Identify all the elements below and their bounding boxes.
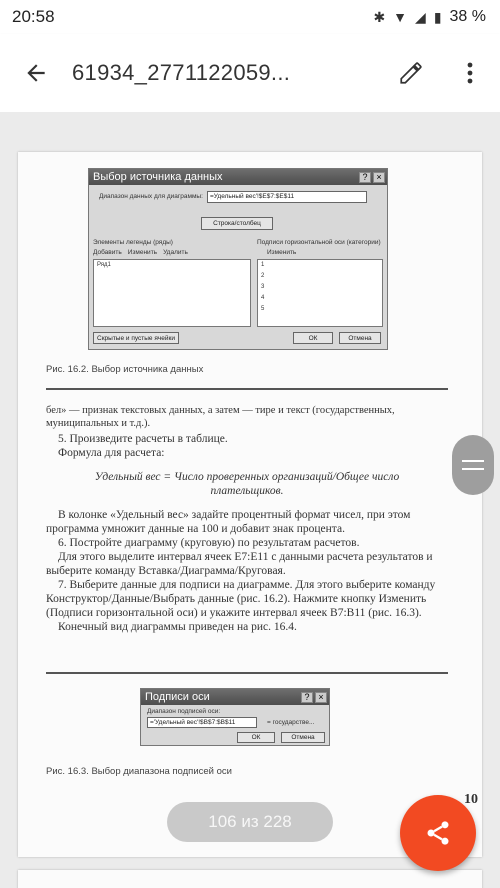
edit-button[interactable] [382,34,440,112]
edit-series: Изменить [127,249,158,256]
series-item: Ряд1 [97,262,111,268]
series-list [93,259,251,327]
more-options-button[interactable] [440,34,500,112]
dialog-title: Выбор источника данных [93,171,223,183]
app-bar [0,34,500,112]
cancel-button: Отмена [339,332,381,344]
page-indicator: 106 из 228 [167,802,333,842]
arrow-left-icon [23,60,49,86]
nfc-icon: ✱ [373,8,386,25]
legend-label: Элементы легенды (ряды) [93,239,173,246]
range-label: Диапазон подписей оси: [147,708,221,715]
range-preview: = государстве... [267,719,315,726]
close-icon: × [373,172,385,183]
series-toolbar [93,249,188,256]
category-item: 2 [261,273,265,279]
paragraph: 6. Постройте диаграмму (круговую) по результатам расчетов. [58,537,360,549]
clock: 20:58 [12,7,55,26]
share-icon [424,819,452,847]
category-item: 1 [261,262,265,268]
paragraph: Конечный вид диаграммы приведен на рис. 16.4. [58,621,297,633]
document-page [18,152,482,857]
category-item: 4 [261,295,265,301]
dialog-axis-labels [140,688,330,746]
edit-categories: Изменить [267,249,297,256]
back-button[interactable] [0,34,72,112]
paragraph: Для этого выделите интервал ячеек E7:E11 с данными расчета результатов и выберите команду Вставка/Диаграмма/Круговая. [46,551,433,577]
dialog-titlebar [89,169,387,185]
dialog-select-data-source [88,168,388,350]
range-field: ='Удельный вес'!$B$7:$B$11 [147,717,257,728]
figure-caption: Рис. 16.3. Выбор диапазона подписей оси [46,766,232,777]
ok-button: ОК [237,732,275,743]
signal-icon: ◢ [415,8,426,25]
help-icon: ? [359,172,371,183]
document-viewer[interactable] [0,112,500,888]
battery-icon: ▮ [433,8,442,25]
wifi-icon: ▼ [393,9,408,25]
figure-caption: Рис. 16.2. Выбор источника данных [46,364,204,375]
paragraph: 7. Выберите данные для подписи на диаграмме. Для этого выберите команду Конструктор/Данные/Выбрать данные (рис. 16.2). Нажмите кнопку Изменить (Подписи горизонтальной оси) и укажите интервал ячеек B7:B11 (рис. 16.3). [46,579,436,619]
range-label: Диапазон данных для диаграммы: [99,193,203,200]
switch-row-column-button: Строка/столбец [201,217,273,230]
page-number: 10 [464,792,478,807]
formula: Удельный вес = Число проверенных организаций/Общее число плательщиков. [94,471,400,497]
battery-level: 38 % [449,8,486,25]
body-text [46,404,448,634]
category-item: 5 [261,306,265,312]
fast-scroll-handle[interactable] [452,435,494,495]
next-page [18,870,482,888]
paragraph: В колонке «Удельный вес» задайте процентный формат чисел, при этом программа умножит данные на 100 и добавит знак процента. [46,509,411,535]
help-icon: ? [301,692,313,703]
cancel-button: Отмена [281,732,325,743]
category-list [257,259,383,327]
close-icon: × [315,692,327,703]
more-vertical-icon [467,62,473,84]
dialog-titlebar [141,689,329,705]
delete-series: Удалить [163,249,188,256]
system-icons [373,8,486,26]
share-button[interactable] [400,795,476,871]
ok-button: ОК [293,332,333,344]
dialog-title: Подписи оси [145,691,210,703]
hidden-cells-button: Скрытые и пустые ячейки [93,332,179,344]
divider [46,388,448,390]
divider [46,672,448,674]
document-title: 61934_2771122059... [72,60,291,85]
status-bar [0,0,500,34]
paragraph: 5. Произведите расчеты в таблице. [58,433,228,445]
add-series: Добавить [93,249,122,256]
paragraph: Формула для расчета: [58,447,165,459]
paragraph: бел» — признак текстовых данных, а затем — тире и текст (государственных, муниципальных и т.д.). [46,405,395,429]
pencil-icon [398,60,424,86]
category-item: 3 [261,284,265,290]
range-field: =Удельный вес'!$E$7:$E$11 [207,191,367,203]
axis-label: Подписи горизонтальной оси (категории) [257,239,381,246]
